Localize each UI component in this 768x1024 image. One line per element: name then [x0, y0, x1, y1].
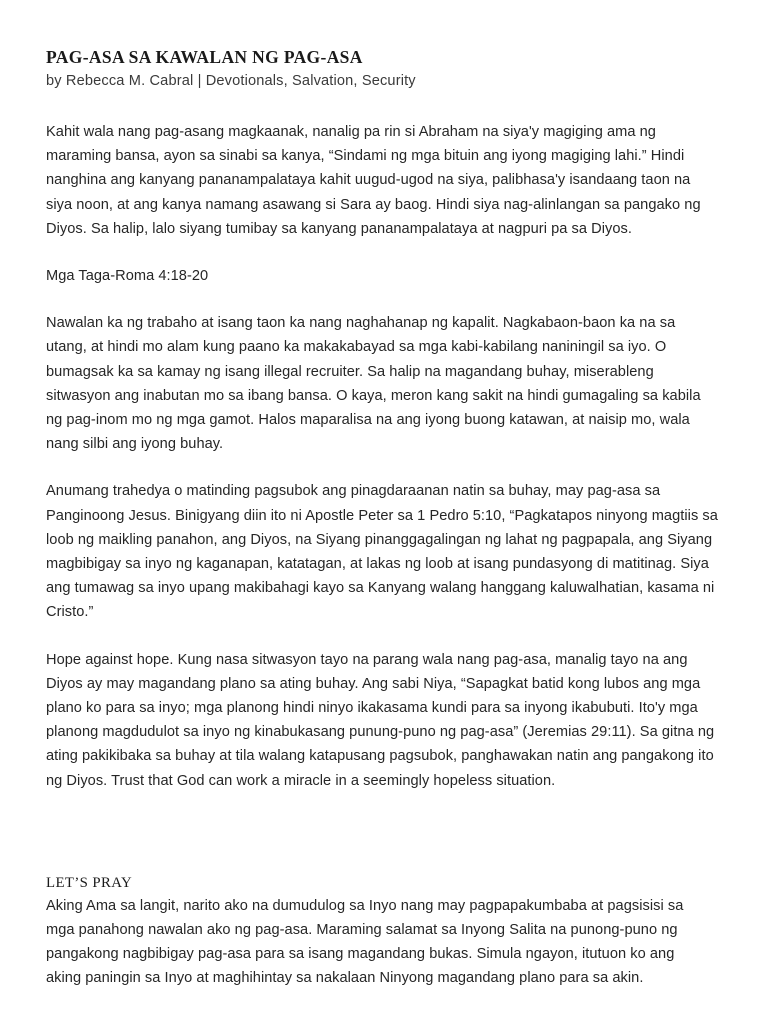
- prayer-heading: LET’S PRAY: [46, 874, 133, 891]
- page-title: PAG-ASA SA KAWALAN NG PAG-ASA: [46, 47, 363, 67]
- prayer-text: Aking Ama sa langit, narito ako na dumudulog sa Inyo nang may pagpapakumbaba at pagsisisi sa mga panahong nawalan ako ng pag-asa. Maraming salamat sa Inyong Salita na punong-puno ng pangakong nagbibigay pag-asa para sa isang magandang bukas. Simula ngayon, itutuon ko ang aking paningin sa Inyo at maghihintay sa nakalaan Ninyong magandang plano para sa akin.: [46, 897, 684, 987]
- body-paragraph-4: Hope against hope. Kung nasa sitwasyon tayo na parang wala nang pag-asa, manalig tayo na ang Diyos ay may magandang plano sa ating buhay. Ang sabi Niya, “Sapagkat batid kong lubos ang mga plano ko para sa inyo; mga planong hindi ninyo ikakasama kundi para sa inyong ikabubuti. Ito'y mga planong magdudulot sa inyo ng kinabukasang punung-puno ng pag-asa” (Jeremias 29:11). Sa gitna ng ating pakikibaka sa buhay at tila walang katapusang pagsubok, panghawakan natin ang pangakong ito ng Diyos. Trust that God can work a miracle in a seemingly hopeless situation.: [46, 651, 715, 789]
- body-paragraph-2: Nawalan ka ng trabaho at isang taon ka nang naghahanap ng kapalit. Nagkabaon-baon ka na sa utang, at hindi mo alam kung paano ka makakabayad sa mga kabi-kabilang naniningil sa iyo. O bumagsak ka sa kamay ng isang illegal recruiter. Sa halip na magandang buhay, miserableng sitwasyon ang inabutan mo sa ibang bansa. O kaya, meron kang sakit na hindi gumagaling sa kabila ng pag-inom mo ng mga gamot. Halos maparalisa na ang iyong buong katawan, at naisip mo, wala nang silbi ang iyong buhay.: [46, 315, 701, 453]
- body-paragraph-1: Kahit wala nang pag-asang magkaanak, nanalig pa rin si Abraham na siya'y magiging ama ng maraming bansa, ayon sa sinabi sa kanya, “Sindami ng mga bituin ang iyong magiging lahi.” Hindi nanghina ang kanyang pananampalataya kahit uugud-ugod na siya, palibhasa'y isandaang taon na siya noon, at ang kanya namang asawang si Sara ay baog. Hindi siya nag-alinlangan sa pangako ng Diyos. Sa halip, lalo siyang tumibay sa kanyang pananampalataya at nagpuri pa sa Diyos.: [46, 124, 701, 237]
- document-body: [46, 120, 716, 793]
- author-byline: by Rebecca M. Cabral | Devotionals, Salvation, Security: [46, 73, 416, 89]
- section-spacer: [46, 816, 716, 874]
- scripture-reference: Mga Taga-Roma 4:18-20: [46, 268, 209, 285]
- document-header: [46, 47, 716, 92]
- prayer-section: [46, 874, 716, 991]
- body-paragraph-3: Anumang trahedya o matinding pagsubok ang pinagdaraanan natin sa buhay, may pag-asa sa Panginoong Jesus. Binigyang diin ito ni Apostle Peter sa 1 Pedro 5:10, “Pagkatapos ninyong magtiis sa loob ng maikling panahon, ang Diyos, na Siyang pinanggagalingan ng lahat ng pagpapala, ang Siyang magbibigay sa inyo ng kaganapan, katatagan, at lakas ng loob at isang pundasyong di matitinag. Siya ang tumawag sa inyo upang makibahagi kayo sa Kanyang walang hanggang kaluwalhatian, kasama ni Cristo.”: [46, 483, 718, 621]
